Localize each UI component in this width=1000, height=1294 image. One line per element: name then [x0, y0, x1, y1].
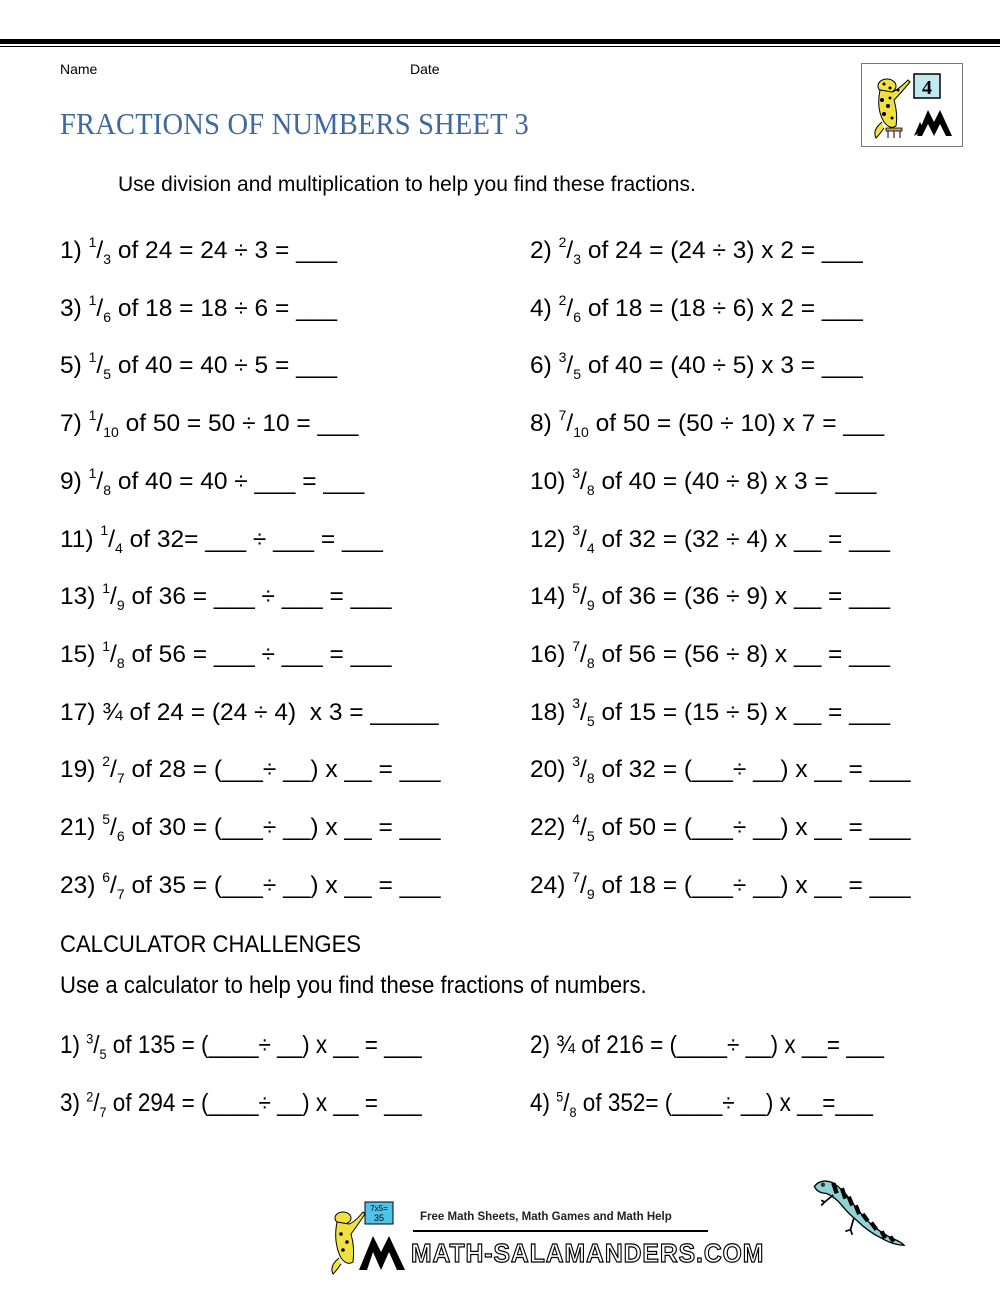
fraction-denominator: 9 — [586, 885, 595, 902]
problem-expression: of 36 = (36 ÷ 9) x __ = ___ — [594, 583, 891, 611]
fraction-numerator: 3 — [86, 1030, 94, 1047]
fraction-numerator: 2 — [86, 1088, 94, 1105]
fraction-slash: / — [96, 352, 104, 380]
problem-item — [60, 868, 441, 902]
problem-expression: of 18 = (18 ÷ 6) x 2 = ___ — [581, 294, 863, 322]
fraction-numerator: 7 — [558, 406, 567, 423]
problem-item — [60, 406, 359, 440]
fraction-numerator: 7 — [572, 868, 581, 885]
problem-expression: of 18 = (___÷ __) x __ = ___ — [594, 871, 911, 899]
calculator-instructions: Use a calculator to help you find these fractions of numbers. — [60, 972, 647, 999]
problem-item — [530, 291, 863, 325]
problem-item — [530, 755, 910, 785]
problem-number: 10) — [530, 467, 566, 495]
problem-item — [530, 522, 891, 556]
problem-expression: of 24 = (24 ÷ 4) x 3 = _____ — [122, 698, 439, 726]
problem-expression: of 40 = (40 ÷ 8) x 3 = ___ — [594, 467, 877, 495]
footer-tagline: Free Math Sheets, Math Games and Math Help — [420, 1211, 672, 1223]
fraction-slash: / — [566, 294, 574, 322]
fraction-slash: / — [96, 410, 104, 438]
problem-number: 2) — [530, 237, 552, 264]
grade-number: 4 — [922, 77, 932, 99]
fraction-slash: / — [96, 237, 104, 264]
problem-number: 19) — [60, 756, 96, 784]
fraction-denominator: 7 — [116, 885, 125, 902]
fraction-slash: / — [110, 871, 117, 899]
fraction-denominator: 6 — [116, 827, 125, 844]
fraction-denominator: 10 — [103, 423, 119, 440]
problem-item — [530, 464, 877, 498]
problem-item — [530, 810, 911, 844]
fraction-denominator: 4 — [586, 539, 595, 556]
problem-expression: of 352= (____÷ __) x __=___ — [576, 1089, 873, 1117]
fraction-slash: / — [580, 814, 587, 841]
fraction-denominator: 5 — [586, 827, 595, 844]
fraction-denominator: 8 — [586, 770, 595, 787]
problem-number: 1) — [60, 237, 82, 264]
problem-item — [530, 637, 891, 671]
fraction-denominator: 4 — [115, 539, 123, 556]
salamander-icon — [798, 1164, 910, 1259]
fraction-numerator: 1 — [88, 291, 97, 308]
problem-number: 18) — [530, 698, 566, 726]
problem-expression: of 28 = (___÷ __) x __ = ___ — [124, 756, 441, 784]
fraction-slash: / — [566, 352, 574, 380]
problem-number: 8) — [530, 410, 552, 438]
fraction-numerator: 3 — [572, 753, 581, 770]
problem-expression: of 40 = (40 ÷ 5) x 3 = ___ — [581, 352, 863, 380]
fraction-numerator: 1 — [88, 349, 97, 366]
fraction-slash: / — [566, 410, 574, 438]
problem-item — [530, 406, 885, 440]
problem-expression: of 56 = (56 ÷ 8) x __ = ___ — [594, 640, 891, 668]
problem-expression: of 15 = (15 ÷ 5) x __ = ___ — [594, 698, 891, 726]
grade-logo — [861, 63, 963, 147]
fraction-denominator: 3 — [573, 250, 582, 267]
problem-item — [60, 1030, 422, 1060]
problem-item — [60, 233, 337, 267]
fraction-slash: / — [110, 814, 117, 841]
svg-text:35: 35 — [373, 1213, 385, 1223]
calculator-challenges-heading: CALCULATOR CHALLENGES — [60, 931, 362, 958]
name-label: Name — [60, 61, 98, 77]
fraction-slash: / — [93, 1089, 100, 1117]
fraction-numerator: 4 — [572, 810, 581, 827]
problem-item — [530, 351, 863, 381]
fraction-numerator: 1 — [102, 637, 111, 654]
top-border-thin — [0, 46, 1000, 47]
problem-item — [530, 582, 890, 612]
fraction-slash: / — [110, 583, 117, 611]
fraction-numerator: 3 — [572, 522, 581, 539]
problem-number: 5) — [60, 352, 82, 380]
fraction-slash: / — [580, 525, 587, 553]
fraction-numerator: 3 — [572, 464, 581, 481]
problem-item — [60, 291, 337, 325]
problem-number: 4) — [530, 1089, 551, 1117]
problem-number: 3) — [60, 1089, 81, 1117]
footer-divider — [413, 1230, 708, 1232]
problem-expression: of 50 = (___÷ __) x __ = ___ — [594, 814, 911, 841]
problem-expression: of 50 = 50 ÷ 10 = ___ — [118, 410, 359, 438]
fraction-numerator: 2 — [558, 291, 567, 308]
problem-item — [60, 810, 441, 844]
fraction-slash: / — [110, 640, 117, 668]
problem-item — [530, 233, 863, 267]
problem-expression: of 40 = 40 ÷ ___ = ___ — [111, 467, 365, 495]
fraction-slash: / — [563, 1089, 570, 1117]
problem-number: 23) — [60, 871, 96, 899]
problem-expression: of 294 = (____÷ __) x __ = ___ — [106, 1089, 422, 1117]
problem-item — [60, 464, 365, 498]
problem-item — [60, 351, 337, 381]
problem-item — [530, 695, 891, 729]
footer-branding — [325, 1200, 765, 1280]
fraction-slash: / — [580, 698, 587, 726]
fraction-numerator: 1 — [88, 233, 97, 250]
fraction-numerator: 1 — [88, 406, 97, 423]
problem-expression: of 32 = (32 ÷ 4) x __ = ___ — [594, 525, 891, 553]
fraction-numerator: 6 — [102, 868, 111, 885]
problem-expression: of 18 = 18 ÷ 6 = ___ — [111, 294, 337, 322]
problem-item — [60, 522, 383, 556]
fraction-numerator: 5 — [556, 1088, 564, 1105]
problem-expression: of 32= ___ ÷ ___ = ___ — [122, 525, 383, 553]
fraction-denominator: 8 — [586, 654, 595, 671]
problem-number: 17) — [60, 698, 96, 726]
problem-number: 11) — [60, 525, 94, 553]
problem-number: 7) — [60, 410, 82, 438]
problem-number: 2) — [530, 1031, 551, 1059]
problem-expression: of 35 = (___÷ __) x __ = ___ — [124, 871, 441, 899]
fraction-denominator: 5 — [103, 366, 112, 383]
problem-expression: of 30 = (___÷ __) x __ = ___ — [124, 814, 441, 841]
problem-number: 21) — [60, 814, 96, 841]
svg-text:7x5=: 7x5= — [370, 1204, 388, 1213]
fraction-numerator: 2 — [558, 233, 567, 250]
salamander-grade-icon — [862, 64, 962, 146]
problem-expression: of 36 = ___ ÷ ___ = ___ — [124, 583, 392, 611]
footer-salamander-logo-icon — [325, 1200, 415, 1280]
problem-item — [530, 868, 911, 902]
fraction-slash: / — [96, 294, 104, 322]
problem-expression: of 40 = 40 ÷ 5 = ___ — [111, 352, 337, 380]
problem-item — [60, 698, 439, 728]
fraction-slash: / — [580, 756, 587, 784]
problem-number: 1) — [60, 1031, 81, 1059]
fraction-denominator: 5 — [586, 712, 595, 729]
fraction-denominator: 8 — [586, 481, 595, 498]
problem-number: 13) — [60, 583, 96, 611]
problem-expression: of 32 = (___÷ __) x __ = ___ — [594, 756, 911, 784]
problem-item — [60, 755, 440, 785]
problem-number: 15) — [60, 640, 96, 668]
problem-item — [60, 637, 392, 671]
footer-brand-link[interactable]: MATH-SALAMANDERS.COM — [411, 1238, 765, 1268]
problem-number: 4) — [530, 294, 552, 322]
instructions: Use division and multiplication to help you find these fractions. — [118, 173, 696, 196]
fraction-slash: / — [93, 1031, 100, 1059]
problem-expression: of 24 = 24 ÷ 3 = ___ — [111, 237, 337, 264]
fraction-denominator: 10 — [573, 423, 589, 440]
fraction-denominator: 8 — [103, 481, 112, 498]
fraction-numerator: 1 — [100, 522, 109, 539]
fraction-slash: / — [580, 467, 587, 495]
problem-item — [60, 582, 391, 612]
problem-expression: of 135 = (____÷ __) x __ = ___ — [106, 1031, 422, 1059]
fraction-slash: / — [96, 467, 104, 495]
problem-number: 14) — [530, 583, 566, 611]
fraction-denominator: 9 — [116, 597, 125, 614]
problem-item — [60, 1088, 422, 1118]
problem-expression: of 216 = (____÷ __) x __= ___ — [575, 1031, 884, 1059]
problem-number: 9) — [60, 467, 82, 495]
fraction-numerator: 7 — [572, 637, 581, 654]
problem-number: 24) — [530, 871, 566, 899]
fraction: ¾ — [556, 1031, 576, 1059]
fraction-numerator: 1 — [88, 464, 97, 481]
fraction-denominator: 5 — [99, 1046, 107, 1062]
fraction-numerator: 3 — [572, 695, 581, 712]
fraction-denominator: 8 — [116, 654, 125, 671]
problem-number: 22) — [530, 814, 566, 841]
problem-expression: of 50 = (50 ÷ 10) x 7 = ___ — [588, 410, 885, 438]
fraction-slash: / — [108, 525, 116, 553]
fraction-slash: / — [580, 583, 587, 611]
fraction-slash: / — [110, 756, 117, 784]
fraction-numerator: 5 — [102, 810, 111, 827]
fraction-slash: / — [580, 640, 587, 668]
fraction-denominator: 6 — [573, 308, 582, 325]
date-label: Date — [410, 61, 440, 77]
problem-number: 16) — [530, 640, 566, 668]
problem-item — [530, 1030, 884, 1060]
fraction-numerator: 2 — [102, 753, 111, 770]
problem-item — [530, 1088, 873, 1118]
problem-number: 6) — [530, 352, 552, 380]
fraction-denominator: 5 — [573, 366, 582, 383]
fraction-denominator: 9 — [586, 597, 595, 614]
fraction-numerator: 3 — [558, 349, 567, 366]
fraction-numerator: 1 — [102, 580, 111, 597]
problem-number: 20) — [530, 756, 566, 784]
fraction-denominator: 3 — [103, 250, 112, 267]
fraction-denominator: 7 — [116, 770, 125, 787]
problem-expression: of 56 = ___ ÷ ___ = ___ — [124, 640, 392, 668]
fraction-denominator: 7 — [99, 1104, 107, 1120]
fraction-denominator: 6 — [103, 308, 112, 325]
problem-number: 12) — [530, 525, 566, 553]
fraction-slash: / — [580, 871, 587, 899]
problem-expression: of 24 = (24 ÷ 3) x 2 = ___ — [581, 237, 863, 264]
fraction-numerator: 5 — [572, 580, 581, 597]
fraction: ¾ — [102, 698, 123, 726]
page-title: FRACTIONS OF NUMBERS SHEET 3 — [60, 106, 529, 141]
fraction-denominator: 8 — [569, 1104, 577, 1120]
fraction-slash: / — [566, 237, 574, 264]
top-border-thick — [0, 39, 1000, 44]
problem-number: 3) — [60, 294, 82, 322]
